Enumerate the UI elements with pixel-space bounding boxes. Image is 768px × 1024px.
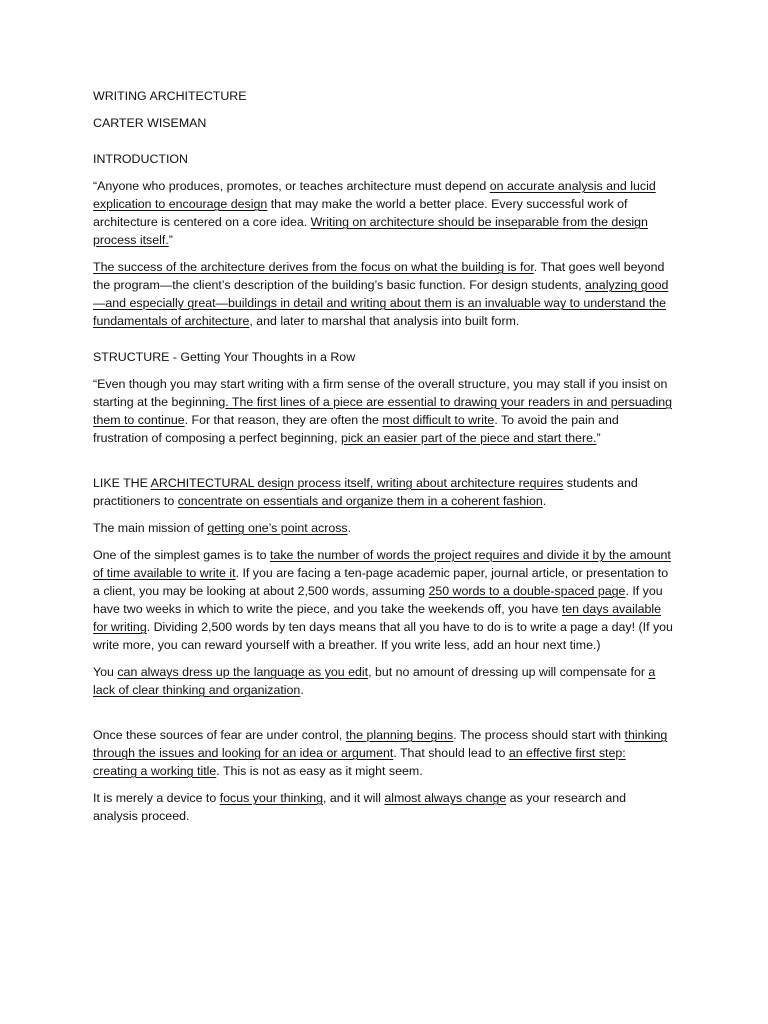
document-author: CARTER WISEMAN xyxy=(93,116,207,130)
document-title: WRITING ARCHITECTURE xyxy=(93,89,247,103)
paragraph-working-title: It is merely a device to focus your thinking, and it will almost always change as your research and analysis proceed. xyxy=(93,791,627,823)
paragraph-word-budget: One of the simplest games is to take the number of words the project requires and divide it by the amount of time available to write it. If you are facing a ten-page academic paper, journal article, or presentation to a client, you may be looking at about 2,500 words, assuming 250 words to a double-spaced page. If you have two weeks in which to write the piece, and you take the weekends off, you have ten days available for writing. Dividing 2,500 words by ten days means that all you have to do is to write a page a day! (If you write more, you can reward yourself with a breather. If you write less, add an hour next time.) xyxy=(93,548,673,652)
document-page xyxy=(93,87,673,834)
paragraph-main-mission: The main mission of getting one’s point across. xyxy=(93,521,352,535)
paragraph-intro-success: The success of the architecture derives from the focus on what the building is for. That goes well beyond the program—the client’s description of the building’s basic function. For design students, analyzing good—and especially great—buildings in detail and writing about them is an invaluable way to understand the fundamentals of architecture, and later to marshal that analysis into built form. xyxy=(93,260,669,328)
paragraph-dress-up-language: You can always dress up the language as you edit, but no amount of dressing up will compensate for a lack of clear thinking and organization. xyxy=(93,665,656,697)
paragraph-structure-quote: “Even though you may start writing with a firm sense of the overall structure, you may stall if you insist on starting at the beginning. The first lines of a piece are essential to drawing your readers in and persuading them to continue. For that reason, they are often the most difficult to write. To avoid the pain and frustration of composing a perfect beginning, pick an easier part of the piece and start there.” xyxy=(93,377,673,445)
section-heading-introduction: INTRODUCTION xyxy=(93,152,188,166)
paragraph-architectural-process: LIKE THE ARCHITECTURAL design process itself, writing about architecture requires students and practitioners to concentrate on essentials and organize them in a coherent fashion. xyxy=(93,476,638,508)
paragraph-planning-begins: Once these sources of fear are under control, the planning begins. The process should start with thinking through the issues and looking for an idea or argument. That should lead to an effective first step: creating a working title. This is not as easy as it might seem. xyxy=(93,728,668,778)
paragraph-intro-quote: “Anyone who produces, promotes, or teaches architecture must depend on accurate analysis and lucid explication to encourage design that may make the world a better place. Every successful work of architecture is centered on a core idea. Writing on architecture should be inseparable from the design process itself.” xyxy=(93,179,656,247)
section-heading-structure: STRUCTURE - Getting Your Thoughts in a Row xyxy=(93,350,356,364)
